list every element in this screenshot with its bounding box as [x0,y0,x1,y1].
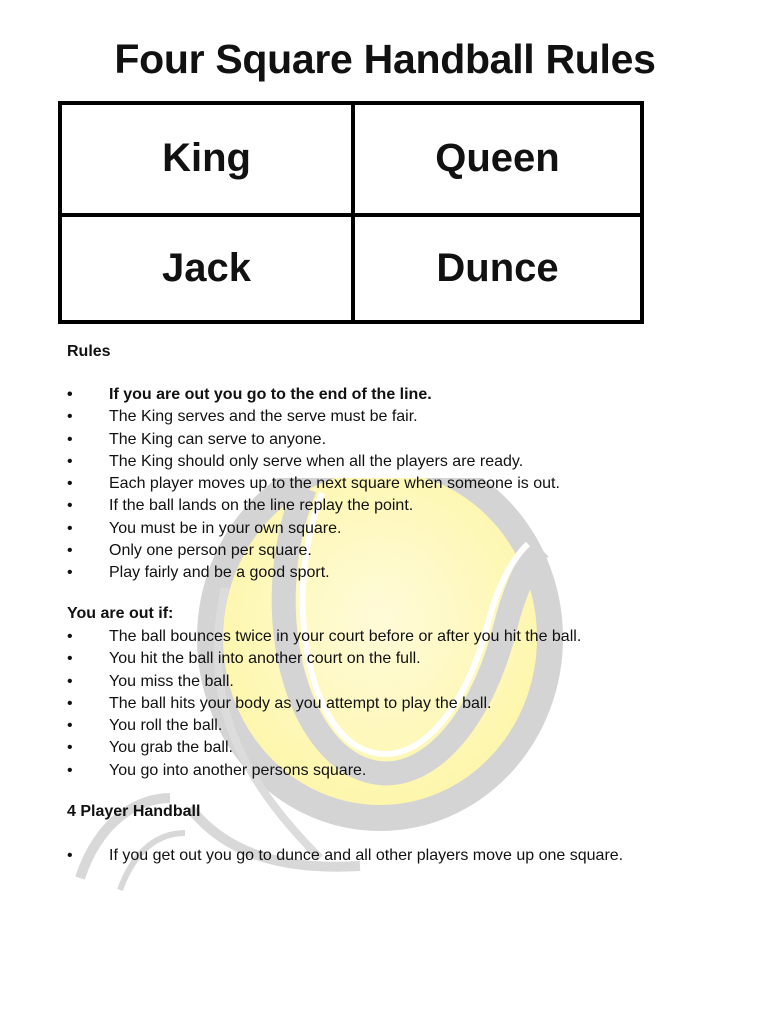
list-item: • Each player moves up to the next square when someone is out. [67,473,560,495]
bullet-icon: • [67,761,73,779]
bullet-icon: • [67,408,73,426]
list-item: • You must be in your own square. [67,518,560,540]
bullet-icon: • [67,694,73,712]
list-item: • You go into another persons square. [67,760,581,782]
square-king: King [162,136,251,181]
bullet-icon: • [67,475,73,493]
bullet-icon: • [67,497,73,515]
list-item: • The King can serve to anyone. [67,429,560,451]
list-item: • You grab the ball. [67,737,581,759]
square-jack: Jack [62,213,351,321]
list-item: • You miss the ball. [67,671,581,693]
list-item: • The ball bounces twice in your court before or after you hit the ball. [67,626,581,648]
out-if-list [67,626,581,782]
four-player-list [67,845,623,867]
list-item: • You roll the ball. [67,715,581,737]
list-item: • If you get out you go to dunce and all other players move up one square. [67,845,623,867]
out-if-heading: You are out if: [67,605,174,622]
list-item: • The King should only serve when all the players are ready. [67,451,560,473]
bullet-icon: • [67,430,73,448]
square-dunce: Dunce [351,213,640,321]
list-item: • Only one person per square. [67,540,560,562]
bullet-icon: • [67,519,73,537]
list-item: • If you are out you go to the end of the line. [67,384,560,406]
list-item: • The King serves and the serve must be fair. [67,406,560,428]
four-square-court [58,101,644,324]
list-item: • You hit the ball into another court on the full. [67,648,581,670]
rules-list [67,384,560,585]
bullet-icon: • [67,564,73,582]
bullet-icon: • [67,717,73,735]
square-queen: Queen [351,105,640,213]
list-item: • The ball hits your body as you attempt to play the ball. [67,693,581,715]
bullet-icon: • [67,628,73,645]
bullet-icon: • [67,739,73,757]
bullet-icon: • [67,650,73,668]
bullet-icon: • [67,452,73,470]
list-item: • Play fairly and be a good sport. [67,562,560,584]
bullet-icon: • [67,847,73,864]
bullet-icon: • [67,672,73,690]
four-player-heading: 4 Player Handball [67,803,201,820]
bullet-icon: • [67,386,73,403]
bullet-icon: • [67,542,73,560]
rules-heading: Rules [67,343,111,360]
page-title: Four Square Handball Rules [114,36,656,82]
list-item: • If the ball lands on the line replay the point. [67,495,560,517]
